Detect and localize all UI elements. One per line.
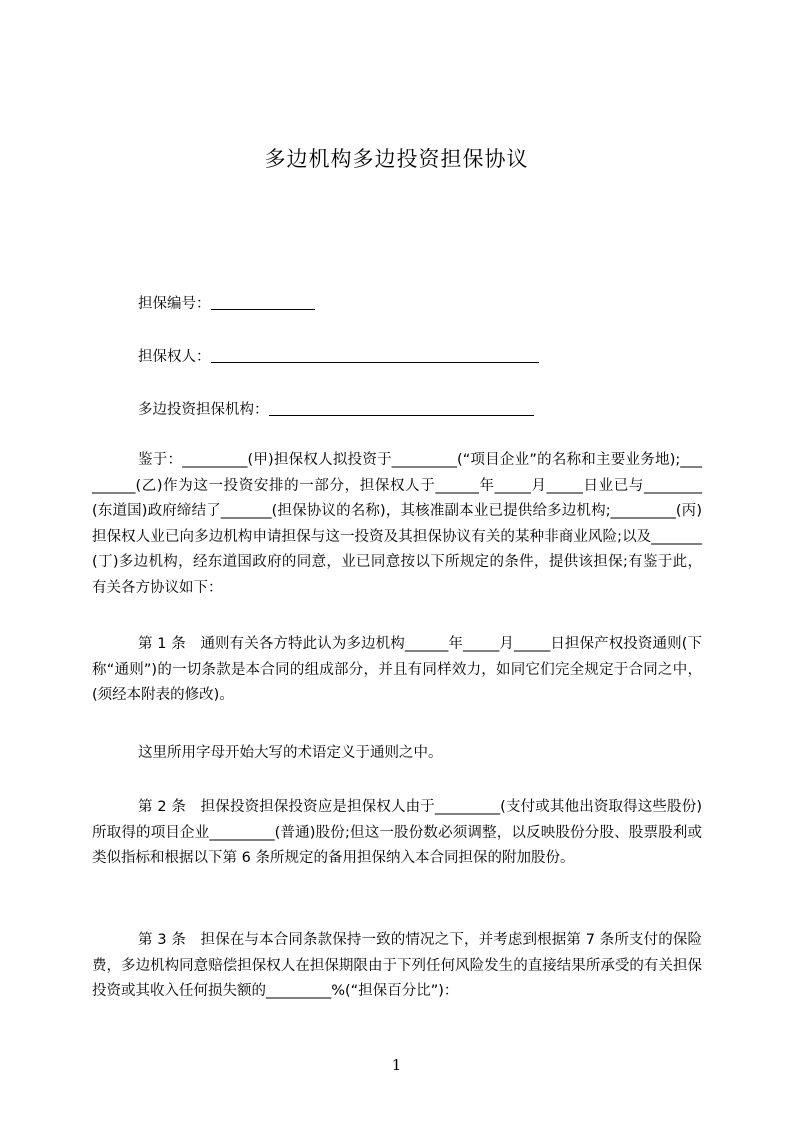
article-2-paragraph: 第 2 条 担保投资担保投资应是担保权人由于_________(支付或其他出资取得这些股份)所取得的项目企业_________(普通)股份;但这一股份数必须调整，以反映股份分股、股票股利或类似指标和根据以下第 6 条所规定的备用担保纳入本合同担保的附加股份。 [92,799,702,866]
guarantee-holder-label: 担保权人： [138,349,211,365]
guarantee-number-blank [211,295,315,310]
page-number: 1 [391,1056,402,1074]
guarantee-number-field [138,292,315,313]
recitals-paragraph: 鉴于：_________(甲)担保权人拟投资于_________(“项目企业”的名称和主要业务地);_________(乙)作为这一投资安排的一部分，担保权人于______年_____月_____日业已与________(东道国)政府缔结了_______(担保协议的名称)，其核准副本业已提供给多边机构;_________(丙)担保权人业已向多边机构申请担保与这一投资及其担保协议有关的某种非商业风险;以及_______(丁)多边机构，经东道国政府的同意，业已同意按以下所规定的条件，提供该担保;有鉴于此，有关各方协议如下： [92,452,702,596]
guarantee-holder-field [138,345,539,366]
agency-label: 多边投资担保机构： [138,402,269,418]
article-3-paragraph: 第 3 条 担保在与本合同条款保持一致的情况之下，并考虑到根据第 7 条所支付的保险费，多边机构同意赔偿担保权人在担保期限由于下列任何风险发生的直接结果所承受的有关担保投资或其收入任何损失额的_________%(“担保百分比”)： [92,932,702,999]
document-title: 多边机构多边投资担保协议 [264,147,529,171]
article-1-paragraph: 第 1 条 通则有关各方特此认为多边机构______年_____月_____日担保产权投资通则(下称“通则”)的一切条款是本合同的组成部分，并且有同样效力，如同它们完全规定于合同之中，(须经本附表的修改)。 [92,636,702,703]
guarantee-holder-blank [211,348,539,363]
agency-field [138,398,534,419]
agency-blank [269,401,534,416]
guarantee-number-label: 担保编号： [138,296,211,312]
definitions-paragraph: 这里所用字母开始大写的术语定义于通则之中。 [138,745,443,761]
